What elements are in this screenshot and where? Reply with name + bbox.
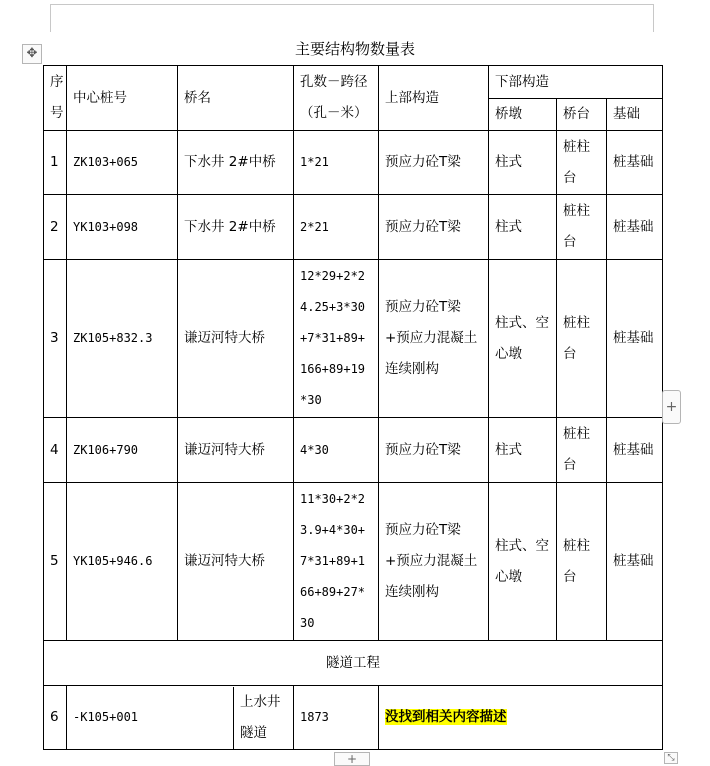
page-corner-mark-right [653,4,654,32]
structure-quantity-table [43,65,663,750]
tunnel-row [44,686,663,750]
table-row [44,418,663,483]
section-row [44,641,663,686]
header-bridge-name: 桥名 [178,66,294,131]
table-row [44,195,663,260]
cell-seq: 6 [44,686,67,750]
header-station: 中心桩号 [67,66,178,131]
cell-pier: 柱式 [489,195,557,260]
cell-foundation: 桩基础 [607,483,663,641]
table-row [44,131,663,195]
cell-abutment: 桩柱台 [557,131,607,195]
table-move-handle-icon[interactable]: ✥ [22,44,42,64]
cell-span: 12*29+2*24.25+3*30+7*31+89+166+89+19*30 [294,260,379,418]
cell-seq: 4 [44,418,67,483]
cell-seq: 2 [44,195,67,260]
cell-station: YK105+946.6 [67,483,178,641]
cell-foundation: 桩基础 [607,418,663,483]
cell-pier: 柱式、空心墩 [489,483,557,641]
tunnel-station-name-cell [67,686,294,750]
cell-abutment: 桩柱台 [557,260,607,418]
cell-tunnel-length: 1873 [294,686,379,750]
cell-upper: 预应力砼T梁 [379,195,489,260]
header-row-1 [44,66,663,99]
table-resize-handle-icon[interactable]: ⤡ [664,752,678,764]
cell-pier: 柱式 [489,131,557,195]
cell-station: -K105+001 [73,710,139,724]
section-title-tunnel: 隧道工程 [44,641,663,686]
table-row [44,483,663,641]
cell-bridge-name: 下水井 2#中桥 [178,195,294,260]
cell-station: YK103+098 [67,195,178,260]
header-abutment: 桥台 [557,99,607,131]
cell-span: 4*30 [294,418,379,483]
cell-tunnel-name: 上水井隧道 [233,687,293,749]
cell-upper: 预应力砼T梁+预应力混凝土连续刚构 [379,260,489,418]
cell-station: ZK105+832.3 [67,260,178,418]
cell-foundation: 桩基础 [607,260,663,418]
cell-tunnel-note: 没找到相关内容描述 [385,709,507,725]
cell-abutment: 桩柱台 [557,195,607,260]
cell-span: 1*21 [294,131,379,195]
page-top-edge [50,4,654,5]
cell-seq: 5 [44,483,67,641]
cell-foundation: 桩基础 [607,195,663,260]
cell-pier: 柱式 [489,418,557,483]
cell-upper: 预应力砼T梁 [379,418,489,483]
table-row [44,260,663,418]
cell-bridge-name: 谦迈河特大桥 [178,483,294,641]
cell-span: 2*21 [294,195,379,260]
cell-tunnel-note-container [379,686,663,750]
header-upper: 上部构造 [379,66,489,131]
table-title: 主要结构物数量表 [294,40,415,58]
page-corner-mark-left [50,4,51,32]
cell-bridge-name: 下水井 2#中桥 [178,131,294,195]
cell-upper: 预应力砼T梁 [379,131,489,195]
cell-pier: 柱式、空心墩 [489,260,557,418]
header-lower: 下部构造 [489,66,663,99]
header-seq: 序号 [44,66,67,131]
cell-bridge-name: 谦迈河特大桥 [178,418,294,483]
cell-span: 11*30+2*23.9+4*30+7*31+89+166+89+27*30 [294,483,379,641]
header-foundation: 基础 [607,99,663,131]
cell-abutment: 桩柱台 [557,483,607,641]
cell-seq: 1 [44,131,67,195]
cell-upper: 预应力砼T梁+预应力混凝土连续刚构 [379,483,489,641]
add-row-plus-icon[interactable]: + [334,752,370,766]
add-column-plus-icon[interactable]: + [662,390,681,424]
header-pier: 桥墩 [489,99,557,131]
cell-seq: 3 [44,260,67,418]
cell-station: ZK106+790 [67,418,178,483]
cell-bridge-name: 谦迈河特大桥 [178,260,294,418]
cell-foundation: 桩基础 [607,131,663,195]
header-span: 孔数－跨径（孔－米） [294,66,379,131]
cell-abutment: 桩柱台 [557,418,607,483]
cell-station: ZK103+065 [67,131,178,195]
